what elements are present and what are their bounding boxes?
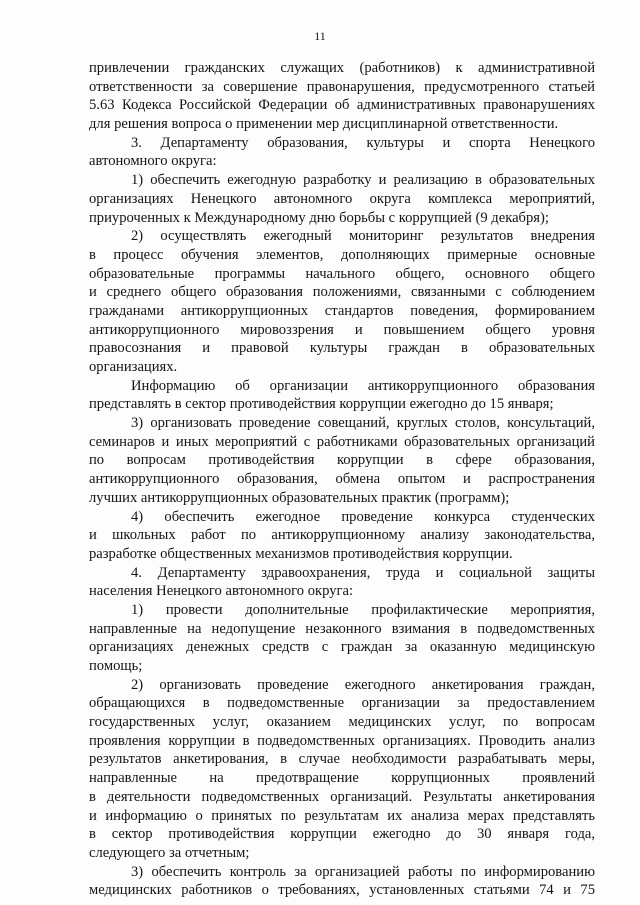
text-line: Информацию об организации антикоррупционного образования bbox=[131, 377, 595, 394]
document-body bbox=[89, 59, 595, 900]
text-line: и среднего общего образования положениями, связанными с соблюдением bbox=[89, 284, 595, 301]
text-line: в процесс обучения элементов, дополняющих примерные основные bbox=[89, 246, 595, 263]
text-line: 3) обеспечить контроль за организацией работы по информированию bbox=[131, 863, 595, 880]
text-line: 2) организовать проведение ежегодного анкетирования граждан, bbox=[131, 676, 595, 693]
text-line: в деятельности подведомственных организаций. Результаты анкетирования bbox=[89, 788, 595, 805]
text-line: образовательные программы начального общего, основного общего bbox=[89, 265, 595, 282]
text-line: и информацию о принятых по результатам их анализа мерах представлять bbox=[89, 807, 595, 824]
text-line: семинаров и иных мероприятий с работниками образовательных организаций bbox=[89, 433, 595, 450]
text-line: направленные на недопущение незаконного взимания в подведомственных bbox=[89, 620, 595, 637]
text-line: правосознания и правовой культуры граждан в образовательных bbox=[89, 340, 595, 357]
text-line: 3) организовать проведение совещаний, круглых столов, консультаций, bbox=[131, 415, 595, 432]
text-line: для решения вопроса о применении мер дисциплинарной ответственности. bbox=[89, 116, 559, 133]
text-line: по вопросам противодействия коррупции в сфере образования, bbox=[89, 452, 595, 469]
text-line: представлять в сектор противодействия коррупции ежегодно до 15 января; bbox=[89, 396, 554, 413]
text-line: 2) осуществлять ежегодный мониторинг результатов внедрения bbox=[131, 228, 595, 245]
text-line: медицинских работников о требованиях, установленных статьями 74 и 75 bbox=[89, 882, 595, 899]
page-number: 11 bbox=[314, 29, 326, 43]
text-line: направленные на предотвращение коррупционных проявлений bbox=[89, 770, 595, 787]
text-line: 4. Департаменту здравоохранения, труда и социальной защиты bbox=[131, 564, 595, 581]
text-line: гражданами антикоррупционных стандартов поведения, формированием bbox=[89, 302, 595, 319]
text-line: помощь; bbox=[89, 658, 143, 674]
text-line: государственных услуг, оказанием медицинских услуг, по вопросам bbox=[89, 714, 595, 731]
text-line: организациях Ненецкого автономного округа комплекса мероприятий, bbox=[89, 190, 595, 207]
text-line: в сектор противодействия коррупции ежегодно до 30 января года, bbox=[89, 826, 595, 843]
text-line: ответственности за совершение правонарушения, предусмотренного статьей bbox=[89, 78, 595, 95]
text-line: лучших антикоррупционных образовательных практик (программ); bbox=[89, 489, 510, 506]
text-line: организациях денежных средств с граждан за оказанную медицинскую bbox=[89, 639, 595, 656]
text-line: автономного округа: bbox=[89, 153, 217, 170]
text-line: 1) провести дополнительные профилактические мероприятия, bbox=[131, 601, 595, 618]
text-line: обращающихся в подведомственные организации за предоставлением bbox=[89, 695, 595, 712]
text-line: организациях. bbox=[89, 359, 178, 375]
text-line: населения Ненецкого автономного округа: bbox=[89, 583, 354, 600]
text-line: 1) обеспечить ежегодную разработку и реализацию в образовательных bbox=[131, 172, 595, 189]
text-line: и школьных работ по антикоррупционному анализу законодательства, bbox=[89, 527, 595, 544]
text-line: 3. Департаменту образования, культуры и спорта Ненецкого bbox=[131, 134, 595, 151]
text-line: результатов анкетирования, в случае необходимости разрабатывать меры, bbox=[89, 751, 595, 768]
text-line: 5.63 Кодекса Российской Федерации об административных правонарушениях bbox=[89, 97, 595, 114]
text-line: разработке общественных механизмов противодействия коррупции. bbox=[89, 545, 513, 562]
text-line: приуроченных к Международному дню борьбы с коррупцией (9 декабря); bbox=[89, 209, 549, 226]
text-line: антикоррупционного мировоззрения и повышением общего уровня bbox=[89, 321, 595, 338]
text-line: привлечении гражданских служащих (работников) к административной bbox=[89, 60, 595, 76]
text-line: антикоррупционного образования, обмена опытом и распространения bbox=[89, 471, 595, 488]
text-line: проявления коррупции в подведомственных организациях. Проводить анализ bbox=[89, 732, 595, 749]
text-line: следующего за отчетным; bbox=[89, 844, 250, 861]
text-line: 4) обеспечить ежегодное проведение конкурса студенческих bbox=[131, 508, 595, 525]
